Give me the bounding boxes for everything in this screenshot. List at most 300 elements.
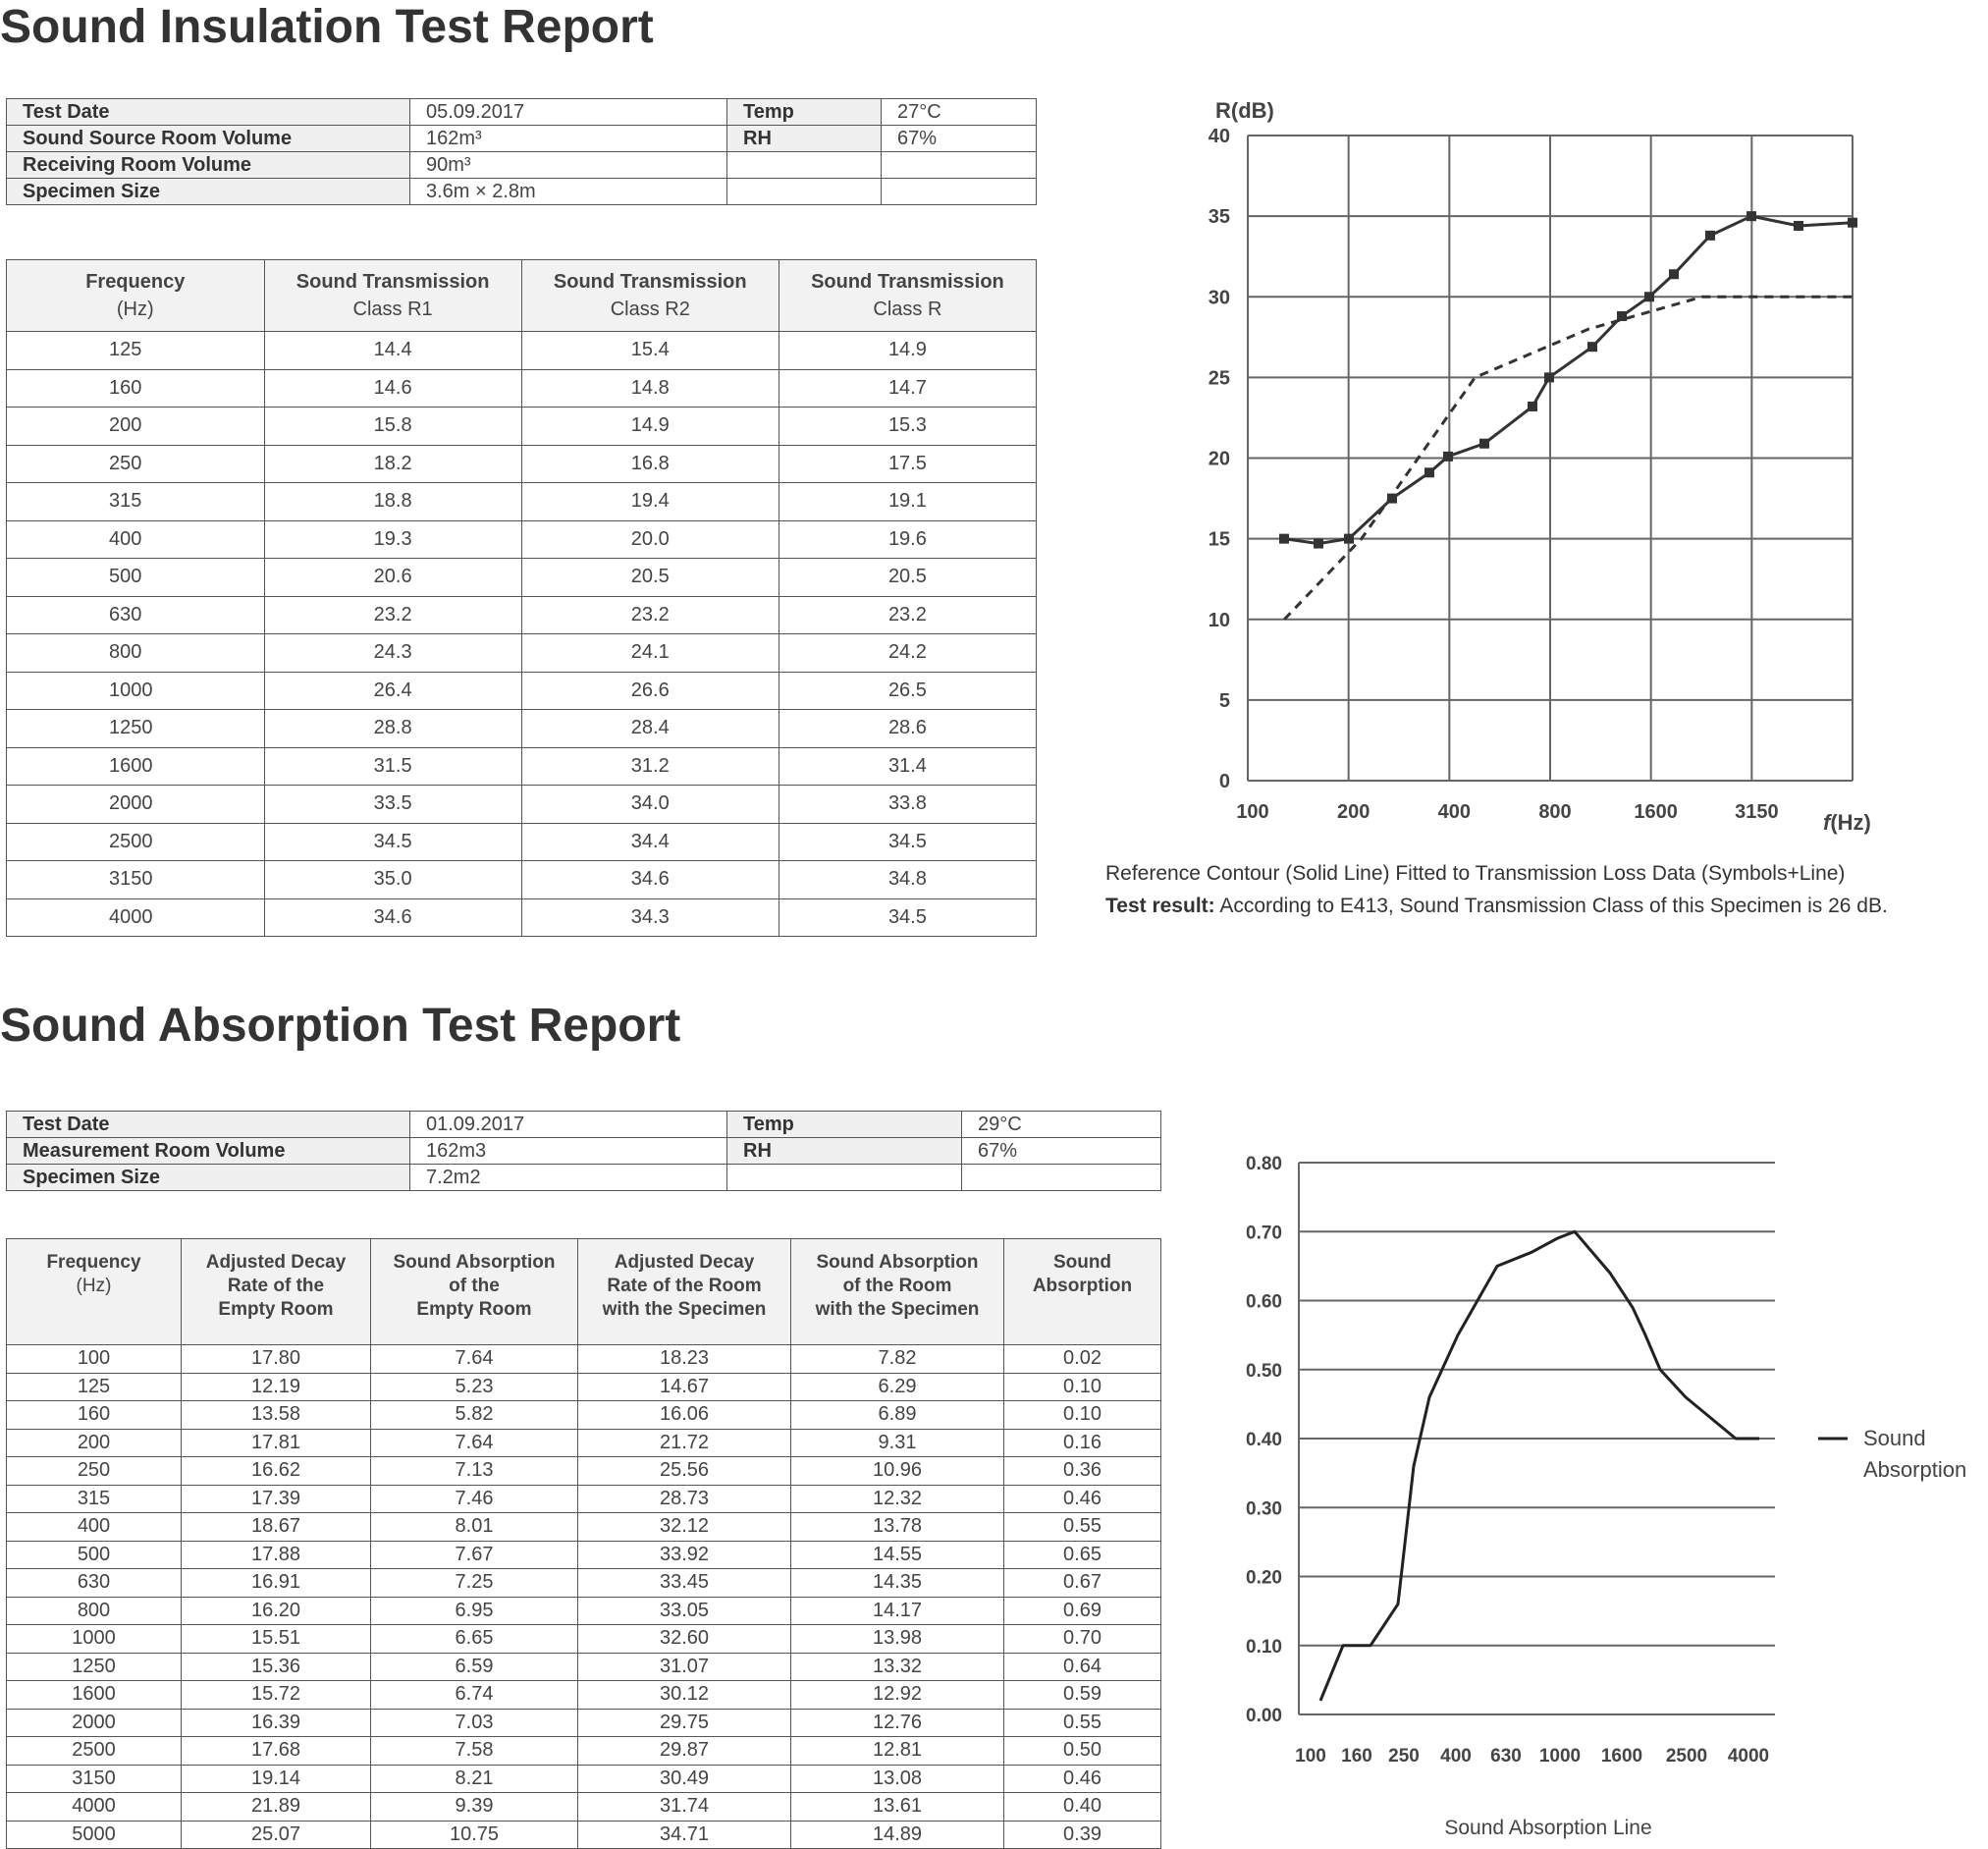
x-tick-label: 3150	[1735, 801, 1779, 823]
table-row	[7, 596, 1037, 634]
meta-value: 29°C	[962, 1112, 1161, 1138]
table-row	[7, 1541, 1161, 1569]
table-cell: 0.67	[1004, 1569, 1161, 1598]
meta-value: 7.2m2	[410, 1165, 727, 1191]
table-cell: 7.67	[371, 1541, 578, 1569]
table-cell: 15.8	[264, 408, 521, 446]
table-cell: 23.2	[779, 596, 1036, 634]
table-cell: 34.5	[779, 898, 1036, 937]
table-row	[7, 1485, 1161, 1513]
table-cell: 14.4	[264, 332, 521, 370]
table-cell: 2500	[7, 1737, 182, 1766]
table-row	[7, 861, 1037, 899]
data-point-marker	[1314, 539, 1323, 549]
test-result-label: Test result:	[1105, 895, 1215, 917]
table-cell: 0.55	[1004, 1709, 1161, 1737]
table-cell: 100	[7, 1345, 182, 1374]
meta-empty	[882, 152, 1037, 179]
table-cell: 33.5	[264, 786, 521, 824]
table-cell: 7.82	[791, 1345, 1004, 1374]
table-cell: 5000	[7, 1821, 182, 1849]
table-cell: 31.4	[779, 747, 1036, 786]
table-cell: 7.58	[371, 1737, 578, 1766]
meta-label: Temp	[727, 99, 882, 126]
table-cell: 15.36	[182, 1653, 371, 1681]
table-cell: 28.4	[521, 710, 779, 748]
table-cell: 14.7	[779, 369, 1036, 408]
y-tick-label: 0.10	[1246, 1636, 1282, 1658]
table-cell: 0.69	[1004, 1597, 1161, 1625]
table-cell: 125	[7, 1373, 182, 1401]
y-tick-label: 0.70	[1246, 1223, 1282, 1244]
table-cell: 35.0	[264, 861, 521, 899]
column-header-line: Empty Room	[416, 1299, 532, 1320]
table-cell: 19.4	[521, 483, 779, 521]
data-point-marker	[1344, 534, 1354, 544]
table-cell: 6.89	[791, 1401, 1004, 1430]
meta-label: Receiving Room Volume	[7, 152, 410, 179]
table-cell: 0.10	[1004, 1373, 1161, 1401]
table-cell: 0.02	[1004, 1345, 1161, 1374]
table-cell: 0.64	[1004, 1653, 1161, 1681]
meta-label: Test Date	[7, 1112, 410, 1138]
column-header-line1: Sound Transmission	[811, 271, 1004, 293]
column-header-line: Absorption	[1032, 1276, 1133, 1296]
table-cell: 24.2	[779, 634, 1036, 673]
table-row	[7, 1513, 1161, 1542]
table-row	[7, 672, 1037, 710]
table-cell: 10.96	[791, 1457, 1004, 1486]
column-header-line: Empty Room	[218, 1299, 334, 1320]
insulation-meta-table	[6, 98, 1037, 205]
table-cell: 0.55	[1004, 1513, 1161, 1542]
table-cell: 25.56	[578, 1457, 791, 1486]
absorption-meta-table	[6, 1111, 1161, 1191]
table-cell: 3150	[7, 861, 265, 899]
table-cell: 26.4	[264, 672, 521, 710]
y-tick-label: 15	[1208, 528, 1230, 551]
data-point-marker	[1479, 439, 1489, 449]
table-cell: 250	[7, 1457, 182, 1486]
y-tick-label: 0.20	[1246, 1567, 1282, 1589]
table-cell: 17.81	[182, 1429, 371, 1457]
table-cell: 2000	[7, 1709, 182, 1737]
table-cell: 34.6	[521, 861, 779, 899]
meta-empty	[727, 152, 882, 179]
column-header-line: of the	[449, 1276, 500, 1296]
table-cell: 9.31	[791, 1429, 1004, 1457]
table-cell: 30.49	[578, 1765, 791, 1793]
table-cell: 500	[7, 559, 265, 597]
table-cell: 6.74	[371, 1681, 578, 1710]
table-cell: 32.12	[578, 1513, 791, 1542]
table-cell: 6.59	[371, 1653, 578, 1681]
table-row	[7, 1737, 1161, 1766]
table-cell: 7.64	[371, 1345, 578, 1374]
table-cell: 33.92	[578, 1541, 791, 1569]
insulation-data-table	[6, 259, 1037, 937]
table-cell: 16.91	[182, 1569, 371, 1598]
table-cell: 26.5	[779, 672, 1036, 710]
table-cell: 20.6	[264, 559, 521, 597]
x-tick-label: 1600	[1634, 801, 1678, 823]
table-cell: 250	[7, 445, 265, 483]
column-header-line1: Sound Transmission	[553, 271, 747, 293]
meta-label: RH	[727, 1138, 962, 1165]
table-row	[7, 1625, 1161, 1654]
table-cell: 20.5	[521, 559, 779, 597]
insulation-title: Sound Insulation Test Report	[0, 1, 654, 53]
chart-note-line2	[1105, 895, 1888, 918]
table-cell: 29.75	[578, 1709, 791, 1737]
y-tick-label: 10	[1208, 609, 1230, 631]
table-row	[7, 1457, 1161, 1486]
table-cell: 13.78	[791, 1513, 1004, 1542]
table-row	[7, 786, 1037, 824]
meta-value: 67%	[962, 1138, 1161, 1165]
table-cell: 15.51	[182, 1625, 371, 1654]
x-tick-label: 200	[1336, 801, 1370, 823]
table-cell: 315	[7, 483, 265, 521]
sound-absorption-chart	[1217, 1139, 1988, 1849]
table-cell: 630	[7, 596, 265, 634]
table-cell: 800	[7, 1597, 182, 1625]
table-cell: 21.89	[182, 1793, 371, 1822]
column-header	[578, 1239, 791, 1345]
table-cell: 24.1	[521, 634, 779, 673]
meta-value: 162m³	[410, 126, 727, 152]
y-tick-label: 0.30	[1246, 1498, 1282, 1520]
y-tick-label: 0.00	[1246, 1706, 1282, 1726]
table-cell: 14.9	[521, 408, 779, 446]
table-cell: 28.8	[264, 710, 521, 748]
column-header	[182, 1239, 371, 1345]
table-row	[7, 1793, 1161, 1822]
data-point-marker	[1544, 372, 1554, 382]
meta-label: Sound Source Room Volume	[7, 126, 410, 152]
x-tick-label: 800	[1538, 801, 1572, 823]
table-cell: 12.32	[791, 1485, 1004, 1513]
table-cell: 800	[7, 634, 265, 673]
meta-empty	[962, 1165, 1161, 1191]
table-cell: 3150	[7, 1765, 182, 1793]
table-cell: 16.20	[182, 1597, 371, 1625]
table-cell: 2500	[7, 823, 265, 861]
table-row	[7, 1373, 1161, 1401]
meta-value: 3.6m × 2.8m	[410, 179, 727, 205]
y-tick-label: 40	[1208, 126, 1230, 147]
table-cell: 23.2	[521, 596, 779, 634]
column-header-line2: Class R	[873, 299, 942, 320]
data-point-marker	[1443, 452, 1453, 462]
series-sound-absorption	[1320, 1231, 1759, 1701]
table-cell: 0.46	[1004, 1765, 1161, 1793]
table-cell: 13.58	[182, 1401, 371, 1430]
meta-value: 05.09.2017	[410, 99, 727, 126]
table-row	[7, 369, 1037, 408]
x-axis-label: Sound Absorption Line	[1444, 1817, 1652, 1839]
table-cell: 1250	[7, 1653, 182, 1681]
table-cell: 16.62	[182, 1457, 371, 1486]
table-cell: 5.23	[371, 1373, 578, 1401]
meta-label: Specimen Size	[7, 179, 410, 205]
table-row	[7, 823, 1037, 861]
table-cell: 160	[7, 1401, 182, 1430]
table-cell: 34.71	[578, 1821, 791, 1849]
y-tick-label: 0	[1218, 771, 1230, 792]
table-cell: 7.13	[371, 1457, 578, 1486]
table-cell: 12.81	[791, 1737, 1004, 1766]
meta-empty	[727, 179, 882, 205]
table-cell: 34.6	[264, 898, 521, 937]
table-cell: 7.03	[371, 1709, 578, 1737]
transmission-loss-chart	[1178, 88, 1885, 844]
table-cell: 7.46	[371, 1485, 578, 1513]
column-header	[521, 260, 779, 332]
table-cell: 200	[7, 1429, 182, 1457]
table-cell: 16.06	[578, 1401, 791, 1430]
x-tick-label: 100	[1236, 801, 1269, 823]
meta-value: 162m3	[410, 1138, 727, 1165]
column-header-line: Rate of the Room	[607, 1276, 762, 1296]
table-cell: 23.2	[264, 596, 521, 634]
table-cell: 14.67	[578, 1373, 791, 1401]
table-cell: 13.98	[791, 1625, 1004, 1654]
y-tick-label: 0.40	[1246, 1430, 1282, 1450]
table-cell: 4000	[7, 1793, 182, 1822]
table-cell: 0.65	[1004, 1541, 1161, 1569]
table-cell: 0.16	[1004, 1429, 1161, 1457]
table-cell: 19.3	[264, 520, 521, 559]
table-cell: 16.8	[521, 445, 779, 483]
table-cell: 4000	[7, 898, 265, 937]
column-header-line: Sound Absorption	[816, 1252, 979, 1273]
table-cell: 34.4	[521, 823, 779, 861]
table-cell: 0.40	[1004, 1793, 1161, 1822]
table-row	[7, 332, 1037, 370]
meta-empty	[727, 1165, 962, 1191]
table-cell: 34.5	[779, 823, 1036, 861]
table-row	[7, 747, 1037, 786]
column-header-line: Frequency	[46, 1252, 141, 1273]
table-cell: 29.87	[578, 1737, 791, 1766]
table-cell: 16.39	[182, 1709, 371, 1737]
meta-value: 27°C	[882, 99, 1037, 126]
data-point-marker	[1617, 311, 1627, 321]
table-cell: 315	[7, 1485, 182, 1513]
meta-value: 67%	[882, 126, 1037, 152]
x-tick-label: 400	[1437, 801, 1472, 823]
column-header	[371, 1239, 578, 1345]
legend-label: Sound Absorption	[1863, 1426, 1967, 1482]
table-cell: 13.32	[791, 1653, 1004, 1681]
table-cell: 34.8	[779, 861, 1036, 899]
table-cell: 0.36	[1004, 1457, 1161, 1486]
data-point-marker	[1848, 218, 1857, 228]
meta-label: Test Date	[7, 99, 410, 126]
chart-note-line1: Reference Contour (Solid Line) Fitted to Transmission Loss Data (Symbols+Line)	[1105, 862, 1846, 885]
table-row	[7, 710, 1037, 748]
table-cell: 19.6	[779, 520, 1036, 559]
table-cell: 1250	[7, 710, 265, 748]
y-tick-label: 35	[1208, 206, 1230, 229]
table-cell: 200	[7, 408, 265, 446]
x-tick-label: 160	[1341, 1746, 1372, 1767]
x-tick-label: 1000	[1538, 1746, 1582, 1767]
table-cell: 17.88	[182, 1541, 371, 1569]
table-cell: 20.0	[521, 520, 779, 559]
table-cell: 8.01	[371, 1513, 578, 1542]
table-cell: 14.9	[779, 332, 1036, 370]
table-cell: 14.6	[264, 369, 521, 408]
table-cell: 33.8	[779, 786, 1036, 824]
y-tick-label: 0.80	[1246, 1154, 1282, 1174]
y-axis-label: R(dB)	[1215, 98, 1274, 123]
column-header	[791, 1239, 1004, 1345]
y-tick-label: 20	[1208, 448, 1230, 470]
y-tick-label: 30	[1208, 287, 1230, 309]
table-cell: 15.4	[521, 332, 779, 370]
x-axis-label: f(Hz)	[1823, 810, 1871, 835]
column-header-line: Sound	[1052, 1252, 1112, 1273]
table-cell: 12.19	[182, 1373, 371, 1401]
x-tick-label: 4000	[1727, 1746, 1770, 1767]
table-cell: 26.6	[521, 672, 779, 710]
table-cell: 33.45	[578, 1569, 791, 1598]
column-header-line2: Class R2	[610, 299, 690, 320]
table-row	[7, 634, 1037, 673]
table-row	[7, 1681, 1161, 1710]
table-cell: 18.8	[264, 483, 521, 521]
meta-label: RH	[727, 126, 882, 152]
table-row	[7, 1401, 1161, 1430]
table-cell: 17.80	[182, 1345, 371, 1374]
absorption-data-table	[6, 1238, 1161, 1849]
table-cell: 7.64	[371, 1429, 578, 1457]
column-header-line: Adjusted Decay	[614, 1252, 755, 1273]
y-tick-label: 0.60	[1246, 1291, 1282, 1313]
column-header-line: Sound Absorption	[393, 1252, 556, 1273]
table-row	[7, 1709, 1161, 1737]
column-header-line: with the Specimen	[602, 1299, 767, 1320]
table-cell: 33.05	[578, 1597, 791, 1625]
table-row	[7, 445, 1037, 483]
data-point-marker	[1644, 292, 1654, 301]
table-row	[7, 483, 1037, 521]
table-row	[7, 1345, 1161, 1374]
meta-label: Temp	[727, 1112, 962, 1138]
table-row	[7, 559, 1037, 597]
x-tick-label: 250	[1388, 1746, 1420, 1767]
table-cell: 13.61	[791, 1793, 1004, 1822]
table-cell: 7.25	[371, 1569, 578, 1598]
column-header-line2: Class R1	[352, 299, 433, 320]
table-row	[7, 520, 1037, 559]
table-row	[7, 898, 1037, 937]
x-tick-label: 2500	[1665, 1746, 1708, 1767]
table-cell: 28.6	[779, 710, 1036, 748]
table-cell: 25.07	[182, 1821, 371, 1849]
table-row	[7, 1765, 1161, 1793]
column-header	[1004, 1239, 1161, 1345]
data-point-marker	[1794, 221, 1803, 231]
column-header-line2: (Hz)	[116, 299, 154, 320]
table-cell: 0.70	[1004, 1625, 1161, 1654]
table-cell: 6.95	[371, 1597, 578, 1625]
table-cell: 31.07	[578, 1653, 791, 1681]
data-point-marker	[1387, 494, 1397, 504]
table-row	[7, 1821, 1161, 1849]
table-cell: 2000	[7, 786, 265, 824]
table-cell: 15.3	[779, 408, 1036, 446]
test-result-text: According to E413, Sound Transmission Class of this Specimen is 26 dB.	[1214, 895, 1888, 917]
column-header	[7, 260, 265, 332]
table-cell: 30.12	[578, 1681, 791, 1710]
meta-value: 01.09.2017	[410, 1112, 727, 1138]
table-cell: 1000	[7, 672, 265, 710]
table-cell: 5.82	[371, 1401, 578, 1430]
y-tick-label: 0.50	[1246, 1360, 1282, 1382]
table-cell: 14.35	[791, 1569, 1004, 1598]
data-point-marker	[1669, 269, 1679, 279]
table-cell: 14.55	[791, 1541, 1004, 1569]
column-header-line: (Hz)	[76, 1276, 112, 1296]
x-tick-label: 630	[1490, 1746, 1522, 1767]
table-cell: 160	[7, 369, 265, 408]
table-cell: 9.39	[371, 1793, 578, 1822]
table-cell: 31.2	[521, 747, 779, 786]
table-cell: 17.68	[182, 1737, 371, 1766]
table-cell: 6.29	[791, 1373, 1004, 1401]
data-point-marker	[1279, 534, 1289, 544]
column-header	[7, 1239, 182, 1345]
meta-empty	[882, 179, 1037, 205]
y-tick-label: 25	[1208, 367, 1230, 390]
table-cell: 12.76	[791, 1709, 1004, 1737]
table-cell: 0.39	[1004, 1821, 1161, 1849]
meta-label: Measurement Room Volume	[7, 1138, 410, 1165]
data-point-marker	[1587, 342, 1597, 352]
table-cell: 1600	[7, 747, 265, 786]
column-header	[779, 260, 1036, 332]
table-cell: 21.72	[578, 1429, 791, 1457]
table-cell: 24.3	[264, 634, 521, 673]
table-cell: 1000	[7, 1625, 182, 1654]
table-cell: 20.5	[779, 559, 1036, 597]
table-cell: 630	[7, 1569, 182, 1598]
table-cell: 400	[7, 520, 265, 559]
table-cell: 0.50	[1004, 1737, 1161, 1766]
column-header	[264, 260, 521, 332]
table-cell: 15.72	[182, 1681, 371, 1710]
table-cell: 14.89	[791, 1821, 1004, 1849]
table-cell: 500	[7, 1541, 182, 1569]
table-cell: 32.60	[578, 1625, 791, 1654]
series-transmission-loss	[1284, 216, 1853, 543]
table-cell: 34.3	[521, 898, 779, 937]
column-header-line: of the Room	[842, 1276, 952, 1296]
data-point-marker	[1424, 467, 1434, 477]
table-cell: 6.65	[371, 1625, 578, 1654]
table-cell: 31.74	[578, 1793, 791, 1822]
table-row	[7, 408, 1037, 446]
table-cell: 34.5	[264, 823, 521, 861]
table-row	[7, 1429, 1161, 1457]
table-row	[7, 1653, 1161, 1681]
meta-label: Specimen Size	[7, 1165, 410, 1191]
table-cell: 17.5	[779, 445, 1036, 483]
table-cell: 19.14	[182, 1765, 371, 1793]
